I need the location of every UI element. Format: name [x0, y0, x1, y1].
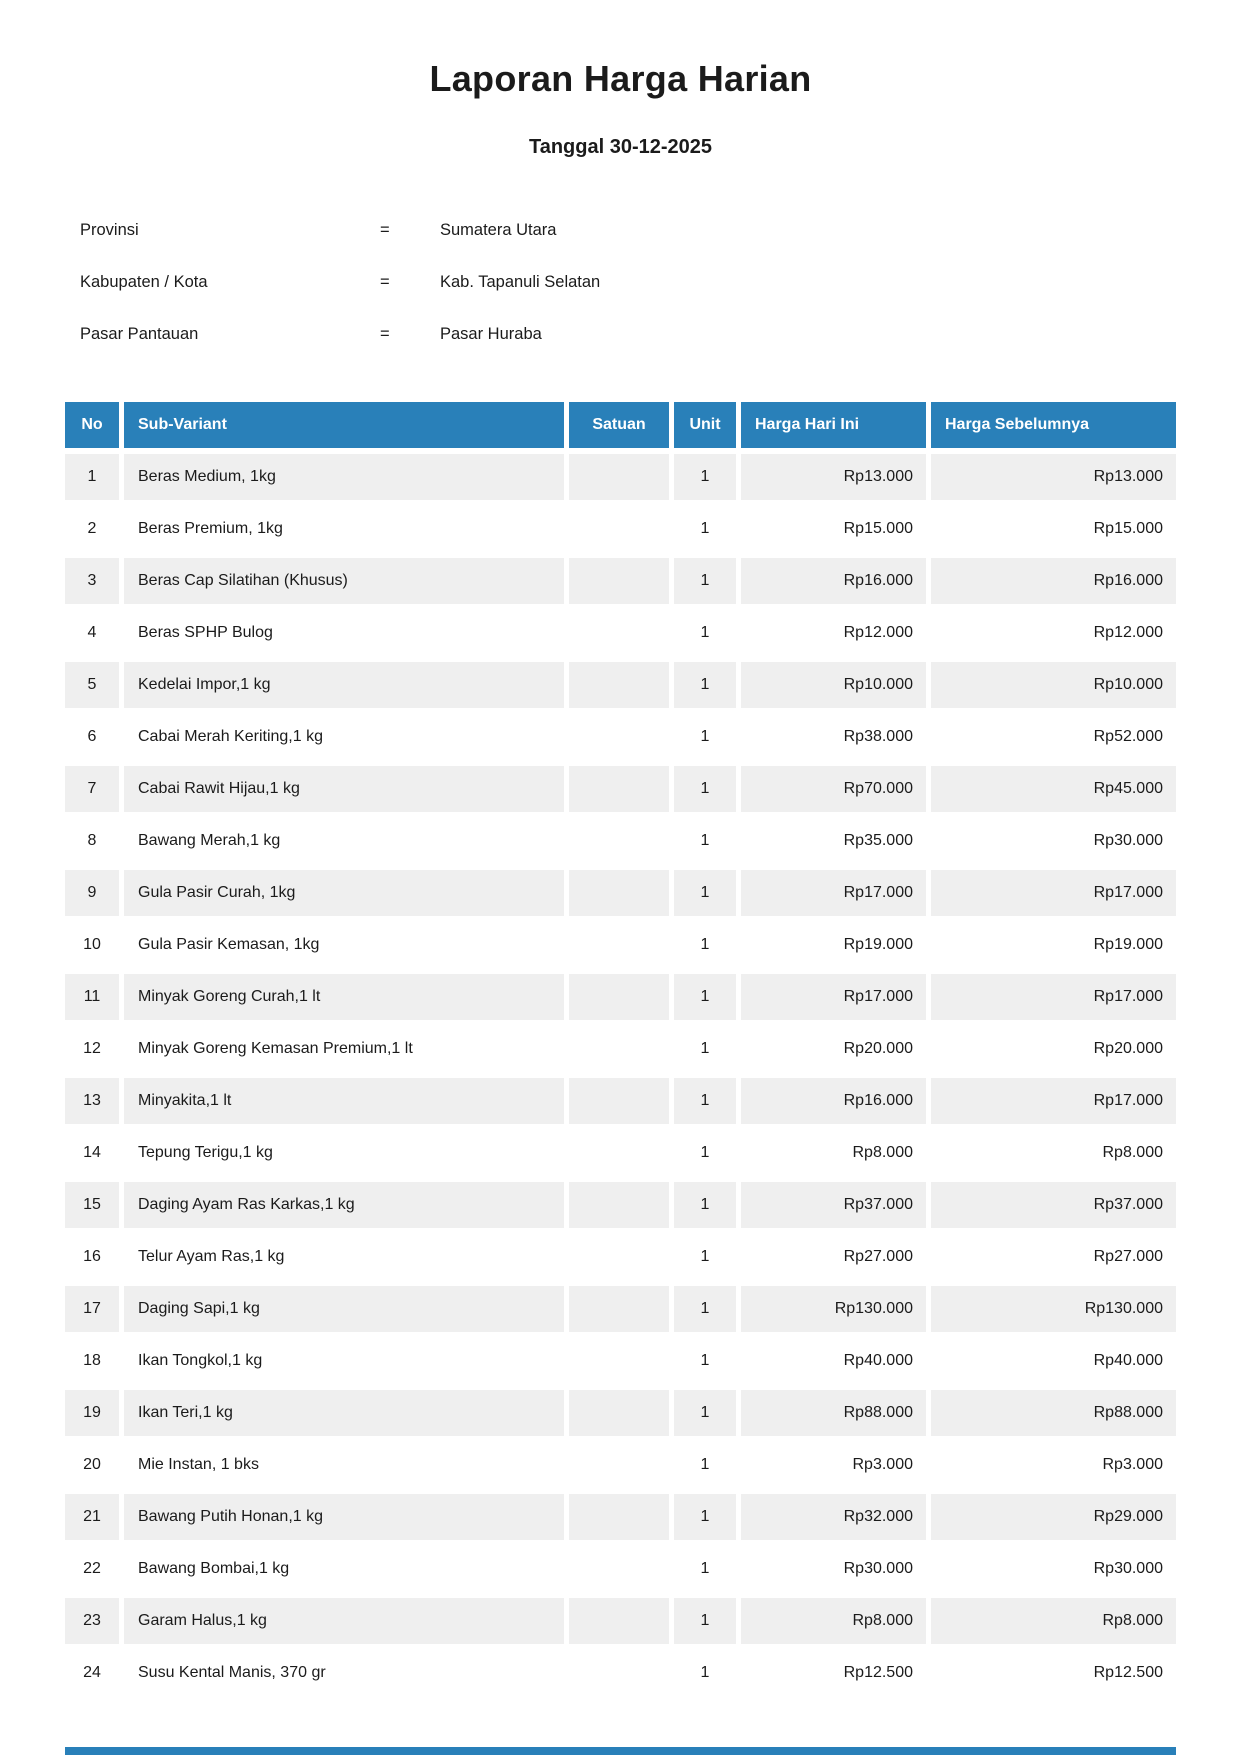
cell-harga-hari-ini: Rp13.000 [741, 454, 926, 500]
cell-satuan [569, 1546, 669, 1592]
column-header-harga-hari-ini: Harga Hari Ini [741, 402, 926, 448]
cell-satuan [569, 558, 669, 604]
table-row [65, 454, 1176, 500]
meta-value: Kab. Tapanuli Selatan [440, 273, 601, 291]
cell-harga-hari-ini: Rp19.000 [843, 936, 913, 953]
cell-no: 7 [65, 766, 119, 812]
cell-harga-sebelumnya: Rp29.000 [931, 1494, 1176, 1540]
table-row [65, 1234, 1176, 1280]
cell-no: 1 [65, 454, 119, 500]
column-header-no: No [65, 402, 119, 448]
meta-row-pasar [80, 325, 1241, 343]
cell-sub-variant: Bawang Bombai,1 kg [138, 1560, 290, 1577]
table-row [65, 662, 1176, 708]
cell-harga-sebelumnya: Rp17.000 [931, 1078, 1176, 1124]
cell-satuan [569, 506, 669, 552]
cell-harga-hari-ini: Rp15.000 [843, 520, 913, 537]
cell-harga-hari-ini: Rp20.000 [843, 1040, 913, 1057]
cell-unit: 1 [700, 728, 710, 745]
cell-satuan [569, 1650, 669, 1696]
cell-no: 22 [83, 1560, 101, 1577]
cell-satuan [569, 1182, 669, 1228]
cell-harga-hari-ini: Rp40.000 [843, 1352, 913, 1369]
cell-satuan [569, 1234, 669, 1280]
cell-sub-variant: Beras Medium, 1kg [124, 454, 564, 500]
column-header-satuan: Satuan [569, 402, 669, 448]
cell-satuan [569, 610, 669, 656]
cell-harga-sebelumnya: Rp3.000 [1102, 1456, 1163, 1473]
table-row [65, 1650, 1176, 1696]
meta-equals-sign: = [380, 221, 390, 239]
table-row [65, 766, 1176, 812]
cell-satuan [569, 1494, 669, 1540]
meta-equals-sign: = [380, 325, 390, 343]
cell-no: 10 [83, 936, 101, 953]
cell-harga-hari-ini: Rp130.000 [741, 1286, 926, 1332]
cell-harga-sebelumnya: Rp37.000 [931, 1182, 1176, 1228]
cell-harga-hari-ini: Rp10.000 [741, 662, 926, 708]
column-header-unit: Unit [674, 402, 736, 448]
cell-unit: 1 [700, 936, 710, 953]
cell-no: 16 [83, 1248, 101, 1265]
cell-sub-variant: Beras Cap Silatihan (Khusus) [124, 558, 564, 604]
cell-harga-sebelumnya: Rp12.000 [1093, 624, 1163, 641]
cell-harga-sebelumnya: Rp12.500 [1093, 1664, 1163, 1681]
cell-harga-sebelumnya: Rp8.000 [1102, 1144, 1163, 1161]
cell-harga-hari-ini: Rp16.000 [741, 1078, 926, 1124]
cell-sub-variant: Beras Premium, 1kg [138, 520, 283, 537]
cell-no: 13 [65, 1078, 119, 1124]
cell-no: 2 [87, 520, 97, 537]
meta-value: Pasar Huraba [440, 325, 542, 343]
cell-harga-sebelumnya: Rp30.000 [1093, 1560, 1163, 1577]
meta-equals-sign: = [380, 273, 390, 291]
cell-no: 6 [87, 728, 97, 745]
report-meta [80, 221, 1241, 343]
meta-row-kabupaten [80, 273, 1241, 291]
cell-sub-variant: Bawang Putih Honan,1 kg [124, 1494, 564, 1540]
cell-unit: 1 [700, 1456, 710, 1473]
cell-no: 18 [83, 1352, 101, 1369]
cell-harga-sebelumnya: Rp45.000 [931, 766, 1176, 812]
table-row [65, 974, 1176, 1020]
cell-unit: 1 [700, 1144, 710, 1161]
cell-satuan [569, 766, 669, 812]
table-row [65, 1338, 1176, 1384]
cell-sub-variant: Susu Kental Manis, 370 gr [138, 1664, 326, 1681]
cell-satuan [569, 1338, 669, 1384]
cell-satuan [569, 662, 669, 708]
table-row [65, 870, 1176, 916]
cell-no: 20 [83, 1456, 101, 1473]
cell-satuan [569, 974, 669, 1020]
cell-sub-variant: Telur Ayam Ras,1 kg [138, 1248, 285, 1265]
cell-harga-sebelumnya: Rp16.000 [931, 558, 1176, 604]
cell-harga-sebelumnya: Rp15.000 [1093, 520, 1163, 537]
meta-label: Kabupaten / Kota [80, 273, 208, 291]
cell-no: 8 [87, 832, 97, 849]
table-body [65, 454, 1176, 1696]
cell-harga-hari-ini: Rp70.000 [741, 766, 926, 812]
cell-unit: 1 [674, 766, 736, 812]
cell-no: 19 [65, 1390, 119, 1436]
cell-no: 24 [83, 1664, 101, 1681]
meta-label: Provinsi [80, 221, 139, 239]
cell-satuan [569, 1390, 669, 1436]
cell-harga-sebelumnya: Rp27.000 [1093, 1248, 1163, 1265]
cell-harga-sebelumnya: Rp13.000 [931, 454, 1176, 500]
cell-no: 12 [83, 1040, 101, 1057]
cell-satuan [569, 818, 669, 864]
cell-satuan [569, 1286, 669, 1332]
cell-sub-variant: Tepung Terigu,1 kg [138, 1144, 273, 1161]
meta-label: Pasar Pantauan [80, 325, 199, 343]
cell-sub-variant: Daging Sapi,1 kg [124, 1286, 564, 1332]
cell-no: 21 [65, 1494, 119, 1540]
cell-harga-sebelumnya: Rp10.000 [931, 662, 1176, 708]
table-row [65, 506, 1176, 552]
cell-unit: 1 [700, 832, 710, 849]
table-row [65, 1182, 1176, 1228]
cell-harga-hari-ini: Rp8.000 [852, 1144, 913, 1161]
cell-no: 14 [83, 1144, 101, 1161]
cell-unit: 1 [674, 1286, 736, 1332]
cell-unit: 1 [700, 1560, 710, 1577]
cell-unit: 1 [700, 1248, 710, 1265]
cell-no: 15 [65, 1182, 119, 1228]
cell-satuan [569, 922, 669, 968]
table-row [65, 1078, 1176, 1124]
cell-harga-sebelumnya: Rp130.000 [931, 1286, 1176, 1332]
cell-no: 11 [65, 974, 119, 1020]
cell-harga-sebelumnya: Rp19.000 [1093, 936, 1163, 953]
column-header-harga-sebelumnya: Harga Sebelumnya [931, 402, 1176, 448]
meta-value: Sumatera Utara [440, 221, 557, 239]
cell-satuan [569, 1130, 669, 1176]
cell-harga-sebelumnya: Rp40.000 [1093, 1352, 1163, 1369]
table-header-row [65, 402, 1176, 448]
cell-harga-hari-ini: Rp35.000 [843, 832, 913, 849]
cell-unit: 1 [700, 1040, 710, 1057]
table-row [65, 1286, 1176, 1332]
cell-harga-hari-ini: Rp12.000 [843, 624, 913, 641]
cell-unit: 1 [674, 1494, 736, 1540]
table-row [65, 1494, 1176, 1540]
table-row [65, 558, 1176, 604]
cell-harga-sebelumnya: Rp88.000 [931, 1390, 1176, 1436]
cell-sub-variant: Garam Halus,1 kg [124, 1598, 564, 1644]
table-row [65, 1026, 1176, 1072]
cell-harga-hari-ini: Rp16.000 [741, 558, 926, 604]
table-row [65, 1546, 1176, 1592]
cell-sub-variant: Ikan Teri,1 kg [124, 1390, 564, 1436]
cell-satuan [569, 714, 669, 760]
cell-sub-variant: Minyak Goreng Curah,1 lt [124, 974, 564, 1020]
cell-no: 3 [65, 558, 119, 604]
cell-sub-variant: Daging Ayam Ras Karkas,1 kg [124, 1182, 564, 1228]
cell-no: 17 [65, 1286, 119, 1332]
cell-unit: 1 [674, 974, 736, 1020]
cell-harga-hari-ini: Rp27.000 [843, 1248, 913, 1265]
cell-no: 5 [65, 662, 119, 708]
cell-harga-hari-ini: Rp30.000 [843, 1560, 913, 1577]
cell-no: 9 [65, 870, 119, 916]
cell-unit: 1 [700, 1664, 710, 1681]
cell-harga-hari-ini: Rp3.000 [852, 1456, 913, 1473]
cell-harga-hari-ini: Rp8.000 [741, 1598, 926, 1644]
cell-harga-sebelumnya: Rp20.000 [1093, 1040, 1163, 1057]
cell-satuan [569, 1026, 669, 1072]
cell-harga-sebelumnya: Rp17.000 [931, 974, 1176, 1020]
cell-harga-hari-ini: Rp37.000 [741, 1182, 926, 1228]
cell-sub-variant: Kedelai Impor,1 kg [124, 662, 564, 708]
cell-unit: 1 [674, 454, 736, 500]
cell-sub-variant: Cabai Merah Keriting,1 kg [138, 728, 323, 745]
cell-harga-hari-ini: Rp12.500 [843, 1664, 913, 1681]
cell-sub-variant: Gula Pasir Kemasan, 1kg [138, 936, 320, 953]
table-row [65, 1598, 1176, 1644]
table-row [65, 714, 1176, 760]
table-row [65, 922, 1176, 968]
cell-satuan [569, 1442, 669, 1488]
cell-no: 4 [87, 624, 97, 641]
cell-unit: 1 [674, 1182, 736, 1228]
cell-unit: 1 [674, 1390, 736, 1436]
cell-harga-hari-ini: Rp17.000 [741, 870, 926, 916]
table-row [65, 1130, 1176, 1176]
next-table-header-partial [65, 1747, 1176, 1755]
cell-sub-variant: Minyakita,1 lt [124, 1078, 564, 1124]
cell-harga-sebelumnya: Rp8.000 [931, 1598, 1176, 1644]
cell-sub-variant: Gula Pasir Curah, 1kg [124, 870, 564, 916]
cell-harga-sebelumnya: Rp30.000 [1093, 832, 1163, 849]
cell-unit: 1 [674, 558, 736, 604]
cell-harga-hari-ini: Rp32.000 [741, 1494, 926, 1540]
cell-no: 23 [65, 1598, 119, 1644]
cell-satuan [569, 870, 669, 916]
table-row [65, 610, 1176, 656]
table-row [65, 1390, 1176, 1436]
cell-harga-hari-ini: Rp88.000 [741, 1390, 926, 1436]
cell-unit: 1 [700, 1352, 710, 1369]
table-row [65, 818, 1176, 864]
cell-sub-variant: Beras SPHP Bulog [138, 624, 273, 641]
cell-harga-sebelumnya: Rp52.000 [1093, 728, 1163, 745]
cell-unit: 1 [674, 662, 736, 708]
cell-harga-hari-ini: Rp38.000 [843, 728, 913, 745]
page-title: Laporan Harga Harian [429, 58, 812, 99]
cell-unit: 1 [700, 624, 710, 641]
cell-unit: 1 [674, 1598, 736, 1644]
cell-unit: 1 [674, 870, 736, 916]
cell-sub-variant: Cabai Rawit Hijau,1 kg [124, 766, 564, 812]
column-header-sub-variant: Sub-Variant [124, 402, 564, 448]
cell-unit: 1 [700, 520, 710, 537]
page-subtitle: Tanggal 30-12-2025 [528, 136, 713, 158]
cell-satuan [569, 1078, 669, 1124]
table-row [65, 1442, 1176, 1488]
meta-row-provinsi [80, 221, 1241, 239]
cell-harga-sebelumnya: Rp17.000 [931, 870, 1176, 916]
cell-satuan [569, 454, 669, 500]
cell-harga-hari-ini: Rp17.000 [741, 974, 926, 1020]
cell-sub-variant: Ikan Tongkol,1 kg [138, 1352, 263, 1369]
cell-satuan [569, 1598, 669, 1644]
cell-sub-variant: Minyak Goreng Kemasan Premium,1 lt [138, 1040, 413, 1057]
cell-sub-variant: Bawang Merah,1 kg [138, 832, 281, 849]
price-table [65, 402, 1176, 1702]
cell-unit: 1 [674, 1078, 736, 1124]
cell-sub-variant: Mie Instan, 1 bks [138, 1456, 259, 1473]
